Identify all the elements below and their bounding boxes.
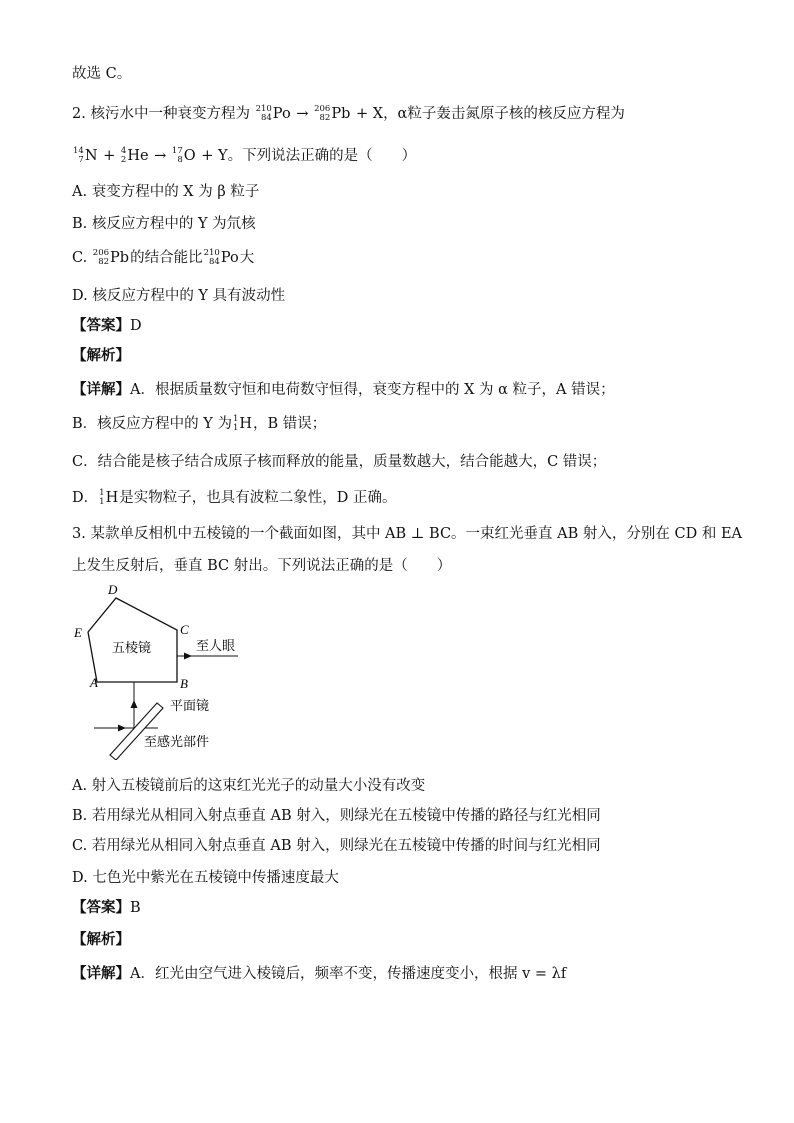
arrow-head-right (118, 725, 126, 732)
question-2-line-2 (72, 146, 416, 166)
nuclide-h-1-d: 1 1 H (99, 488, 119, 507)
nuclide-po-210: 210 84 Po (255, 104, 291, 123)
q2-detail-c: C．结合能是核子结合成原子核而释放的能量，质量数越大，结合能越大，C 错误； (72, 454, 607, 470)
q3-option-a: A. 射入五棱镜前后的这束红光光子的动量大小没有改变 (72, 778, 426, 794)
arrow-head-up (131, 700, 138, 708)
plus-x: + X (355, 106, 384, 122)
q2-option-d: D. 核反应方程中的 Y 具有波动性 (72, 288, 286, 304)
pentaprism-shape (88, 598, 177, 682)
arrow-head-exit (184, 653, 192, 660)
vertex-label-b: B (180, 676, 188, 691)
question-3-line-2: 上发生反射后，垂直 BC 射出。下列说法正确的是（ ） (72, 558, 452, 574)
q3-analysis-heading: 【解析】 (72, 931, 130, 948)
q2-answer: 【答案】D (72, 317, 142, 334)
question-2-line-1 (72, 104, 625, 124)
q2-question-end: 。下列说法正确的是（ ） (227, 148, 417, 164)
nuclide-pb-206: 206 82 Pb (314, 104, 351, 123)
q2-option-a: A. 衰变方程中的 X 为 β 粒子 (72, 184, 260, 200)
sensor-label: 至感光部件 (144, 735, 210, 750)
q3-option-c: C. 若用绿光从相同入射点垂直 AB 射入，则绿光在五棱镜中传播的时间与红光相同 (72, 838, 601, 854)
eye-label: 至人眼 (196, 639, 236, 654)
arrow-symbol-2: → (154, 148, 167, 164)
q2-intro: 2. 核污水中一种衰变方程为 (72, 106, 250, 122)
q2-option-b: B. 核反应方程中的 Y 为氘核 (72, 216, 256, 232)
q2-option-c: C. 206 82 Pb 的结合能比 210 84 Po 大 (72, 248, 255, 267)
vertex-label-d: D (108, 582, 118, 597)
nuclide-he-4: 4 2 He (120, 146, 149, 165)
vertex-label-e: E (74, 625, 82, 640)
arrow-symbol: → (296, 106, 309, 122)
vertex-label-c: C (180, 622, 189, 637)
mirror-label: 平面镜 (170, 699, 210, 714)
vertex-label-a: A (90, 675, 98, 690)
q3-detail-a: 【详解】A．红光由空气进入棱镜后，频率不变，传播速度变小，根据 v = λf (72, 965, 567, 982)
q2-analysis-heading: 【解析】 (72, 347, 130, 364)
plus-symbol: + (103, 148, 116, 164)
q2-detail-d: D． 1 1 H 是实物粒子，也具有波粒二象性，D 正确。 (72, 488, 397, 507)
q3-answer: 【答案】B (72, 899, 141, 916)
text-line-1: 故选 C。 (72, 66, 132, 82)
q2-mid-text: ，α粒子轰击氮原子核的核反应方程为 (383, 106, 625, 122)
nuclide-pb-206-c: 206 82 Pb (92, 248, 130, 267)
prism-label: 五棱镜 (112, 641, 152, 656)
nuclide-n-14: 14 7 N (73, 146, 98, 165)
q2-detail-b: B．核反应方程中的 Y 为 1 1 H ，B 错误； (72, 414, 327, 433)
q3-option-d: D. 七色光中紫光在五棱镜中传播速度最大 (72, 870, 339, 886)
q2-detail-a: 【详解】A．根据质量数守恒和电荷数守恒得，衰变方程中的 X 为 α 粒子，A 错误； (72, 381, 615, 398)
nuclide-o-17: 17 8 O (171, 146, 196, 165)
nuclide-po-210-c: 210 84 Po (203, 248, 239, 267)
plus-y: + Y (201, 148, 228, 164)
q3-option-b: B. 若用绿光从相同入射点垂直 AB 射入，则绿光在五棱镜中传播的路径与红光相同 (72, 808, 601, 824)
plane-mirror (110, 703, 163, 760)
nuclide-h-1: 1 1 H (232, 414, 253, 433)
question-3-line-1: 3. 某款单反相机中五棱镜的一个截面如图，其中 AB ⊥ BC。一束红光垂直 AB 射入，分别在 CD 和 EA (72, 526, 742, 542)
pentaprism-figure (60, 580, 260, 760)
